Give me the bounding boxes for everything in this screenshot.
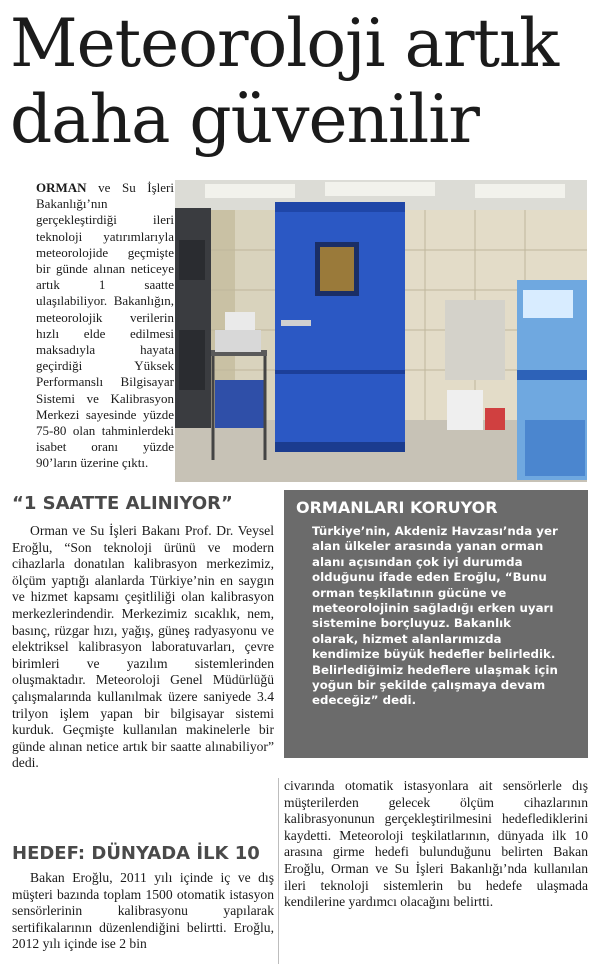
sidebar-title: ORMANLARI KORUYOR [296, 498, 498, 517]
column-divider [278, 778, 279, 964]
sidebar-box [284, 490, 588, 758]
sidebar-body: Türkiye’nin, Akdeniz Havzası’nda yer alan ülkeler arasında yanan orman alanı açısından çok iyi durumda olduğunu ifade eden Eroğlu, “Bunu orman teşkilatının gücüne ve meteorolojinin sağladığı erken uyarı sistemine borçluyuz. Bakanlık olarak, hizmet alanlarımızda kendimize büyük hedefler belirledik. Belirlediğimiz hedeflere ulaşmak için yoğun bir şekilde çalışmaya devam edeceğiz” dedi. [312, 524, 558, 708]
intro-text: ve Su İşleri Bakanlığı’nın gerçekleştirdiği ileri teknoloji yatırımlarıyla meteorolojide geçmişte bir günde alınan neticeye artık 1 saatte ulaşılabiliyor. Bakanlığın, meteorolojik verilerin hızlı elde edilmesi maksadıyla hayata geçirdiği Yüksek Performanslı Bilgisayar Sistemi ve Kalibrasyon Merkezi sayesinde yüzde 75-80 olan tahminlerdeki isabet oranı yüzde 90’ların üzerine çıktı. [36, 180, 174, 471]
section-heading-hedef: HEDEF: DÜNYADA İLK 10 [12, 843, 260, 864]
section-heading-1-saatte: “1 SAATTE ALINIYOR” [12, 493, 233, 514]
calibration-lab-photo [175, 180, 587, 482]
intro-lead: ORMAN [36, 180, 87, 195]
headline: Meteoroloji artık daha güvenilir [10, 5, 559, 158]
intro-paragraph [36, 180, 174, 472]
section2-body: Bakan Eroğlu, 2011 yılı içinde iç ve dış müşteri bazında toplam 1500 otomatik istasyon sensörlerinin kalibrasyonu yapılarak sertifikalarının düzenlendiğini belirtti. Eroğlu, 2012 yılı içinde ise 2 bin [12, 870, 274, 952]
section1-body: Orman ve Su İşleri Bakanı Prof. Dr. Veysel Eroğlu, “Son teknoloji ürünü ve modern cihazlarla donatılan kalibrasyon merkezimiz, ölçüm yaptığı alanlarda Türkiye’nin en saygın ve hizmet kapsamı çeşitliliği olan kalibrasyon merkezlerindendir. Merkezimiz sıcaklık, nem, basınç, rüzgar hızı, yağış, güneş radyasyonu ve elektriksel kalibrasyon laboratuvarları, çevre birimleri ve yazılım sistemlerinden oluşmaktadır. Meteoroloji Genel Müdürlüğü çalışmalarında kullanılmak üzere saniyede 3.4 trilyon işlem yapan bir bilgisayar sistemi kurduk. Geçmişte kullanılan makinelerle bir günde alınan netice artık bir saatte alınabiliyor” dedi. [12, 523, 274, 771]
continuation-paragraph: civarında otomatik istasyonlara ait sensörlerle dış müşterilerden gelecek ölçüm cihazlarının kalibrasyonunun gerçekleştirilmesini hedeflediklerini kaydetti. Meteoroloji teşkilatlarının, dünyada ilk 10 arasına girme hedefi bulunduğunu belirten Bakan Eroğlu, Orman ve Su İşleri Bakanlığı’nda kullanılan ileri teknoloji sistemlerin bu hedefe ulaşmada kendilerine yardımcı olacağını belirtti. [284, 778, 588, 910]
